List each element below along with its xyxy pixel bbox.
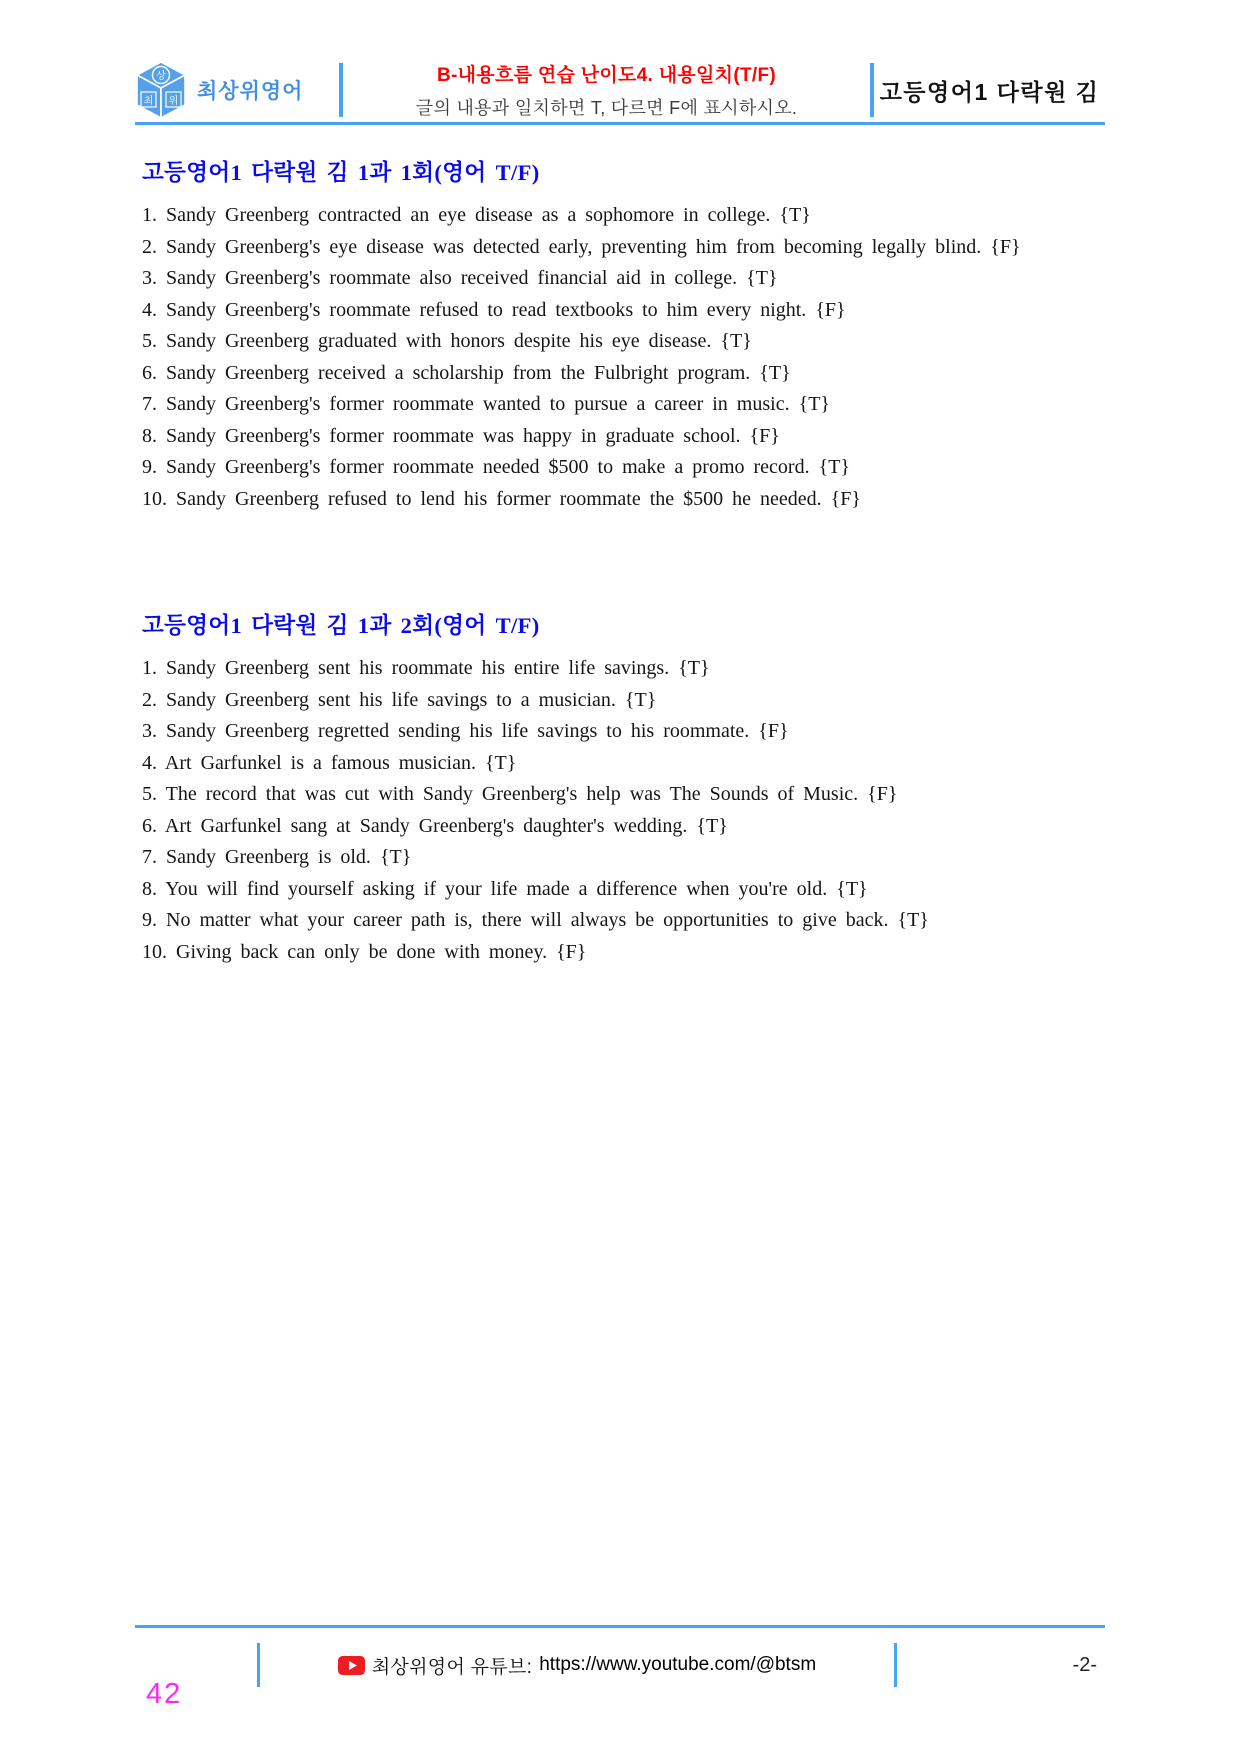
textbook-title: 고등영어1 다락원 김 bbox=[879, 78, 1100, 105]
statement-number: 10. bbox=[142, 940, 167, 963]
statement-answer: {F} bbox=[556, 940, 587, 963]
statement-answer: {T} bbox=[379, 846, 412, 868]
statement-text: Art Garfunkel sang at Sandy Greenberg's daughter's wedding. bbox=[164, 814, 688, 837]
statement-number: 3. bbox=[142, 720, 157, 742]
tf-statement bbox=[142, 452, 1110, 484]
header-center bbox=[343, 60, 870, 120]
tf-statement bbox=[142, 716, 1110, 748]
worksheet-body bbox=[142, 158, 1110, 968]
tf-statement bbox=[142, 905, 1110, 937]
tf-statement bbox=[142, 811, 1110, 843]
tf-statement bbox=[142, 326, 1110, 358]
page-number: -2- bbox=[1072, 1653, 1097, 1676]
statement-text: Art Garfunkel is a famous musician. bbox=[164, 751, 476, 774]
brand-logo bbox=[135, 61, 339, 119]
statement-number: 6. bbox=[142, 814, 157, 837]
quiz-section-1 bbox=[142, 158, 1110, 515]
statement-number: 10. bbox=[142, 487, 167, 510]
statement-answer: {T} bbox=[779, 204, 811, 226]
statement-number: 8. bbox=[142, 424, 157, 447]
svg-text:최: 최 bbox=[143, 96, 154, 107]
statement-text: Sandy Greenberg's former roommate wanted to pursue a career in music. bbox=[166, 393, 790, 415]
statement-number: 8. bbox=[142, 877, 157, 900]
statement-text: The record that was cut with Sandy Greenberg's help was The Sounds of Music. bbox=[165, 783, 859, 805]
statement-answer: {F} bbox=[815, 298, 846, 321]
tf-statement bbox=[142, 358, 1110, 390]
statement-text: Sandy Greenberg sent his roommate his entire life savings. bbox=[166, 657, 670, 679]
worksheet-instruction: 글의 내용과 일치하면 T, 다르면 F에 표시하시오. bbox=[415, 98, 798, 118]
statement-text: Sandy Greenberg sent his life savings to a musician. bbox=[166, 688, 616, 711]
brand-name: 최상위영어 bbox=[197, 80, 304, 103]
youtube-label: 최상위영어 유튜브: bbox=[371, 1656, 533, 1678]
tf-statement bbox=[142, 200, 1110, 232]
statement-number: 2. bbox=[142, 235, 157, 258]
statement-answer: {T} bbox=[759, 361, 791, 384]
youtube-icon bbox=[338, 1656, 365, 1675]
tf-statement bbox=[142, 748, 1110, 780]
statement-answer: {T} bbox=[696, 814, 728, 837]
tf-statement bbox=[142, 653, 1110, 685]
tf-statement bbox=[142, 232, 1110, 264]
svg-text:위: 위 bbox=[168, 96, 179, 107]
statement-number: 5. bbox=[142, 330, 157, 352]
section-title: 고등영어1 다락원 김 1과 2회(영어 T/F) bbox=[142, 613, 540, 638]
statement-answer: {T} bbox=[678, 657, 710, 679]
statement-text: Sandy Greenberg received a scholarship from the Fulbright program. bbox=[166, 361, 751, 384]
statement-number: 4. bbox=[142, 751, 157, 774]
tf-statement bbox=[142, 937, 1110, 969]
youtube-url-link[interactable]: https://www.youtube.com/@btsm bbox=[539, 1654, 817, 1675]
statement-answer: {F} bbox=[749, 424, 780, 447]
statement-text: Sandy Greenberg regretted sending his life savings to his roommate. bbox=[166, 720, 750, 742]
statement-answer: {T} bbox=[624, 688, 657, 711]
statement-answer: {T} bbox=[897, 909, 929, 931]
tf-statement bbox=[142, 421, 1110, 453]
svg-text:상: 상 bbox=[156, 71, 166, 82]
statement-text: Sandy Greenberg's roommate refused to read textbooks to him every night. bbox=[166, 298, 807, 321]
statement-text: Sandy Greenberg's former roommate needed $500 to make a promo record. bbox=[166, 456, 810, 478]
statement-number: 6. bbox=[142, 361, 157, 384]
statement-text: Giving back can only be done with money. bbox=[176, 940, 548, 963]
statement-answer: {F} bbox=[990, 235, 1021, 258]
quiz-section-2 bbox=[142, 611, 1110, 968]
statement-answer: {F} bbox=[830, 487, 861, 510]
statement-number: 7. bbox=[142, 393, 157, 415]
statement-answer: {T} bbox=[746, 267, 778, 289]
statement-answer: {T} bbox=[798, 393, 831, 415]
statement-number: 9. bbox=[142, 909, 157, 931]
tf-statement bbox=[142, 263, 1110, 295]
tf-statement bbox=[142, 484, 1110, 516]
statement-text: Sandy Greenberg refused to lend his former roommate the $500 he needed. bbox=[176, 487, 822, 510]
statement-answer: {T} bbox=[836, 877, 868, 900]
tf-statement bbox=[142, 874, 1110, 906]
statement-text: Sandy Greenberg contracted an eye disease as a sophomore in college. bbox=[166, 204, 771, 226]
statement-text: You will find yourself asking if your life made a difference when you're old. bbox=[165, 877, 828, 900]
statement-answer: {F} bbox=[867, 783, 898, 805]
statement-text: Sandy Greenberg is old. bbox=[166, 846, 371, 868]
section-title: 고등영어1 다락원 김 1과 1회(영어 T/F) bbox=[142, 160, 540, 185]
tf-statement bbox=[142, 842, 1110, 874]
brand-cube-icon bbox=[135, 61, 187, 119]
corner-page-number: 42 bbox=[146, 1678, 183, 1710]
statement-text: Sandy Greenberg's roommate also received financial aid in college. bbox=[166, 267, 738, 289]
statement-number: 5. bbox=[142, 783, 157, 805]
statement-number: 9. bbox=[142, 456, 157, 478]
page-header bbox=[135, 58, 1105, 125]
statement-number: 7. bbox=[142, 846, 157, 868]
statement-answer: {T} bbox=[720, 330, 752, 352]
footer-youtube bbox=[260, 1652, 894, 1679]
tf-statement bbox=[142, 779, 1110, 811]
tf-statement bbox=[142, 685, 1110, 717]
statement-text: No matter what your career path is, there will always be opportunities to give back. bbox=[166, 909, 889, 931]
tf-statement bbox=[142, 295, 1110, 327]
statement-number: 2. bbox=[142, 688, 157, 711]
page-footer bbox=[135, 1640, 1105, 1690]
statement-number: 1. bbox=[142, 657, 157, 679]
footer-rule bbox=[135, 1625, 1105, 1628]
statement-text: Sandy Greenberg's former roommate was happy in graduate school. bbox=[166, 424, 741, 447]
statement-text: Sandy Greenberg graduated with honors despite his eye disease. bbox=[166, 330, 712, 352]
tf-statement bbox=[142, 389, 1110, 421]
worksheet-type-title: B-내용흐름 연습 난이도4. 내용일치(T/F) bbox=[437, 65, 776, 86]
statement-number: 4. bbox=[142, 298, 157, 321]
statement-number: 1. bbox=[142, 204, 157, 226]
statement-answer: {T} bbox=[818, 456, 851, 478]
statement-text: Sandy Greenberg's eye disease was detected early, preventing him from becoming legally blind. bbox=[166, 235, 982, 258]
statement-answer: {F} bbox=[758, 720, 789, 742]
statement-number: 3. bbox=[142, 267, 157, 289]
statement-answer: {T} bbox=[484, 751, 517, 774]
